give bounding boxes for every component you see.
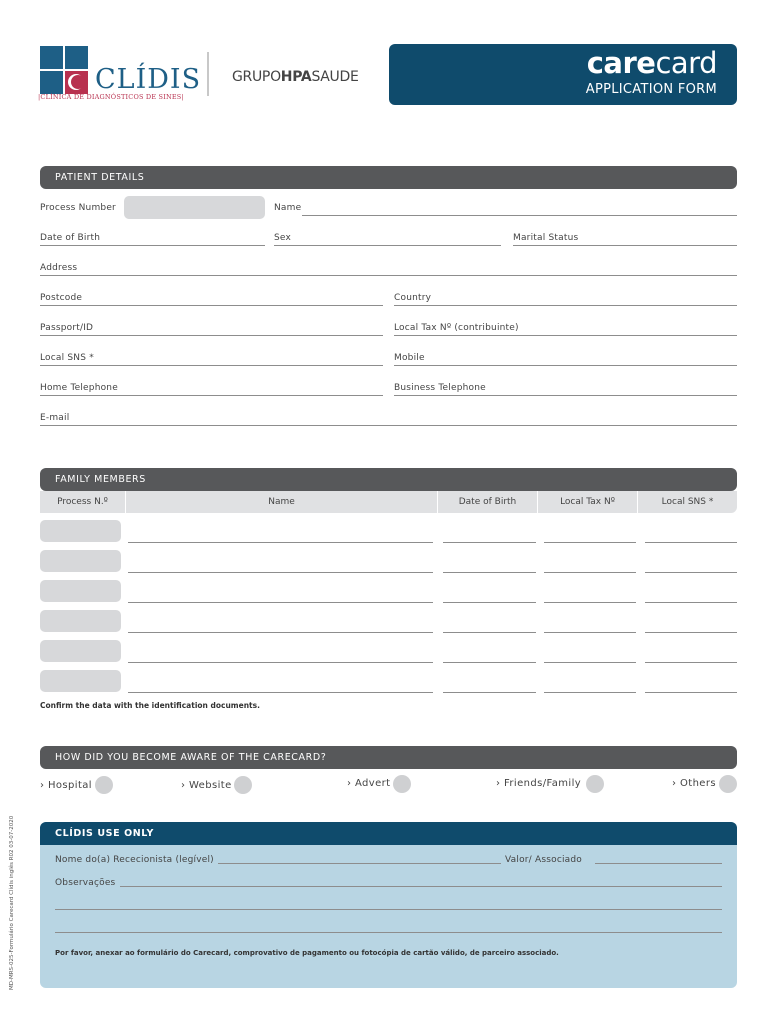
family-name-input[interactable] xyxy=(128,572,433,573)
carecard-banner xyxy=(389,44,737,105)
carecard-brand: carecard xyxy=(586,46,717,80)
tax-input[interactable] xyxy=(394,335,737,336)
aware-others-checkbox[interactable] xyxy=(719,775,737,793)
sex-label: Sex xyxy=(274,233,292,243)
family-dob-input[interactable] xyxy=(443,662,536,663)
document-code: MD-MRS-025-Formulário Carecard Clídis inglês R02 03-07-2020 xyxy=(9,815,15,990)
aware-advert-label: › Advert xyxy=(347,778,391,789)
family-dob-input[interactable] xyxy=(443,542,536,543)
family-process-input[interactable] xyxy=(40,520,121,542)
header-divider xyxy=(207,52,209,96)
aware-friends-checkbox[interactable] xyxy=(586,775,604,793)
dob-input[interactable] xyxy=(40,245,265,246)
logo-name: CLÍDIS xyxy=(95,64,202,95)
family-process-input[interactable] xyxy=(40,610,121,632)
sex-input[interactable] xyxy=(274,245,501,246)
family-col-name: Name xyxy=(126,491,437,513)
name-input[interactable] xyxy=(302,215,737,216)
family-note: Confirm the data with the identification documents. xyxy=(40,701,260,710)
postcode-label: Postcode xyxy=(40,293,83,303)
family-sns-input[interactable] xyxy=(645,632,737,633)
aware-friends-label: › Friends/Family xyxy=(496,778,582,789)
process-number-label: Process Number xyxy=(40,203,116,213)
business-tel-input[interactable] xyxy=(394,395,737,396)
address-label: Address xyxy=(40,263,78,273)
family-name-input[interactable] xyxy=(128,542,433,543)
email-input[interactable] xyxy=(40,425,737,426)
form-title: APPLICATION FORM xyxy=(585,82,717,97)
sns-input[interactable] xyxy=(40,365,383,366)
postcode-input[interactable] xyxy=(40,305,383,306)
patient-details-bar: PATIENT DETAILS xyxy=(40,166,737,189)
clidis-footer-note: Por favor, anexar ao formulário do Carecard, comprovativo de pagamento ou fotocópia de cartão válido, de parceiro associado. xyxy=(55,949,559,957)
family-process-input[interactable] xyxy=(40,670,121,692)
family-dob-input[interactable] xyxy=(443,602,536,603)
home-tel-label: Home Telephone xyxy=(40,383,118,393)
family-dob-input[interactable] xyxy=(443,632,536,633)
family-tax-input[interactable] xyxy=(544,662,636,663)
family-tax-input[interactable] xyxy=(544,602,636,603)
family-dob-input[interactable] xyxy=(443,692,536,693)
family-tax-input[interactable] xyxy=(544,632,636,633)
clidis-logo-icon xyxy=(40,46,90,96)
country-label: Country xyxy=(394,293,432,303)
family-name-input[interactable] xyxy=(128,602,433,603)
email-label: E-mail xyxy=(40,413,70,423)
aware-others-label: › Others xyxy=(672,778,716,789)
country-input[interactable] xyxy=(394,305,737,306)
notes-label: Observações xyxy=(55,878,116,888)
logo-tagline: |CLÍNICA DE DIAGNÓSTICOS DE SINES| xyxy=(38,93,184,101)
notes-input-line-3[interactable] xyxy=(55,932,722,933)
marital-label: Marital Status xyxy=(513,233,579,243)
family-sns-input[interactable] xyxy=(645,602,737,603)
process-number-input[interactable] xyxy=(124,196,265,219)
mobile-input[interactable] xyxy=(394,365,737,366)
notes-input-line-2[interactable] xyxy=(55,909,722,910)
family-process-input[interactable] xyxy=(40,550,121,572)
family-col-dob: Date of Birth xyxy=(438,491,537,513)
family-tax-input[interactable] xyxy=(544,542,636,543)
family-col-tax: Local Tax Nº xyxy=(538,491,637,513)
family-name-input[interactable] xyxy=(128,692,433,693)
tax-label: Local Tax Nº (contribuinte) xyxy=(394,323,519,333)
family-name-input[interactable] xyxy=(128,662,433,663)
value-label: Valor/ Associado xyxy=(505,855,582,865)
family-col-process: Process N.º xyxy=(40,491,125,513)
family-dob-input[interactable] xyxy=(443,572,536,573)
address-input[interactable] xyxy=(40,275,737,276)
receptionist-input[interactable] xyxy=(218,863,501,864)
family-process-input[interactable] xyxy=(40,640,121,662)
aware-advert-checkbox[interactable] xyxy=(393,775,411,793)
sns-label: Local SNS * xyxy=(40,353,94,363)
aware-website-label: › Website xyxy=(181,780,232,791)
marital-input[interactable] xyxy=(513,245,737,246)
mobile-label: Mobile xyxy=(394,353,425,363)
family-col-sns: Local SNS * xyxy=(638,491,737,513)
name-label: Name xyxy=(274,203,302,213)
aware-hospital-checkbox[interactable] xyxy=(95,776,113,794)
family-sns-input[interactable] xyxy=(645,542,737,543)
passport-label: Passport/ID xyxy=(40,323,94,333)
family-members-bar: FAMILY MEMBERS xyxy=(40,468,737,491)
value-input[interactable] xyxy=(595,863,722,864)
family-tax-input[interactable] xyxy=(544,572,636,573)
family-name-input[interactable] xyxy=(128,632,433,633)
family-sns-input[interactable] xyxy=(645,662,737,663)
receptionist-label: Nome do(a) Rececionista (legível) xyxy=(55,855,214,865)
clidis-use-panel xyxy=(40,822,737,988)
notes-input-line-1[interactable] xyxy=(120,886,722,887)
group-logo: GRUPOHPASAUDE xyxy=(232,69,359,85)
aware-hospital-label: › Hospital xyxy=(40,780,92,791)
family-process-input[interactable] xyxy=(40,580,121,602)
aware-website-checkbox[interactable] xyxy=(234,776,252,794)
passport-input[interactable] xyxy=(40,335,383,336)
awareness-bar: HOW DID YOU BECOME AWARE OF THE CARECARD? xyxy=(40,746,737,769)
family-tax-input[interactable] xyxy=(544,692,636,693)
clidis-use-bar: CLÍDIS USE ONLY xyxy=(40,822,737,845)
family-sns-input[interactable] xyxy=(645,692,737,693)
home-tel-input[interactable] xyxy=(40,395,383,396)
dob-label: Date of Birth xyxy=(40,233,101,243)
family-sns-input[interactable] xyxy=(645,572,737,573)
business-tel-label: Business Telephone xyxy=(394,383,486,393)
